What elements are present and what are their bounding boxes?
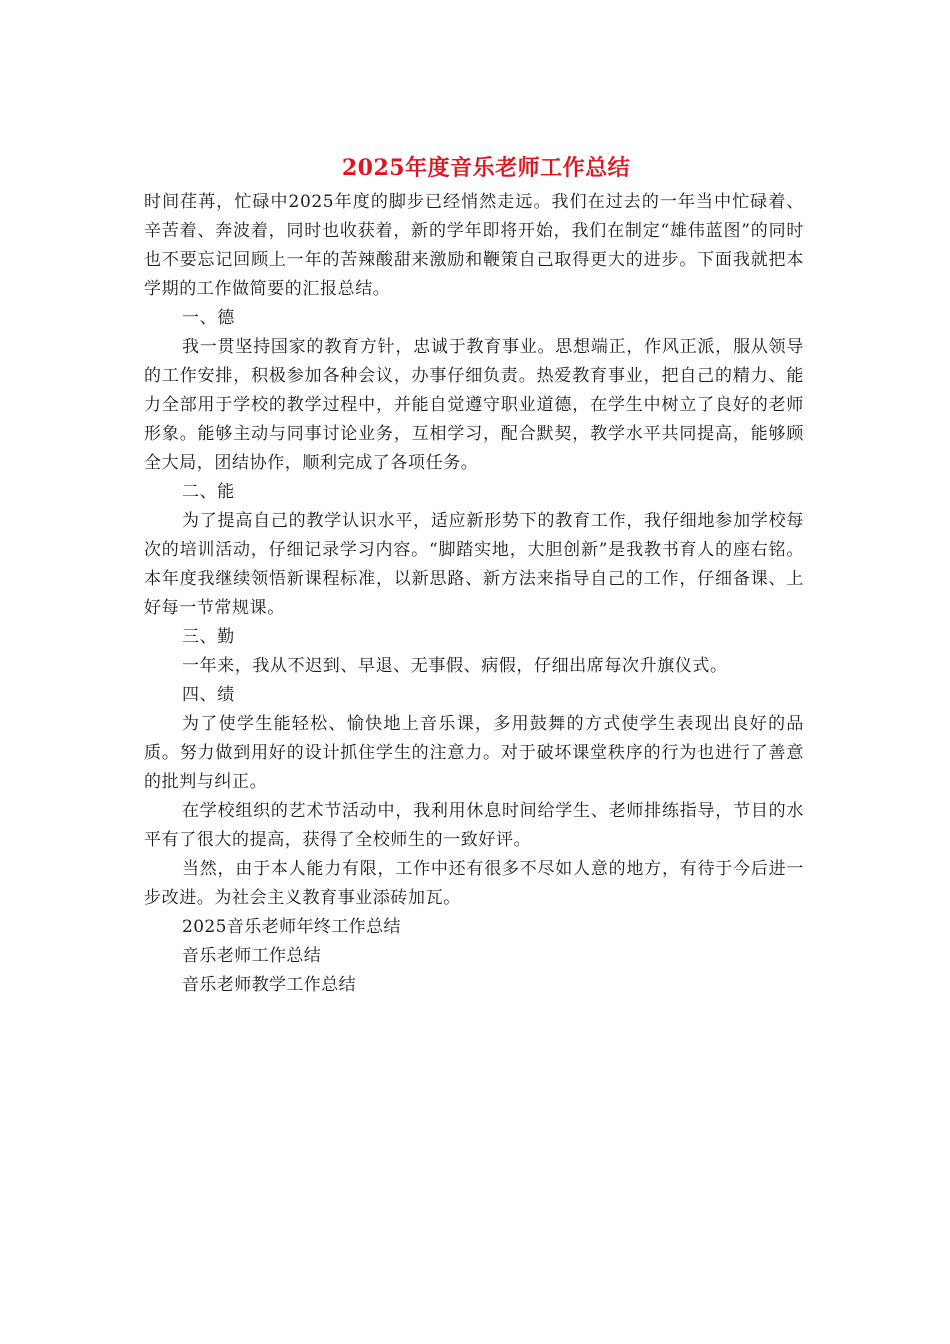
document-page [144, 148, 804, 1000]
related-link-2[interactable]: 音乐老师工作总结 [182, 946, 322, 966]
section-paragraph: 一年来，我从不迟到、早退、无事假、病假，仔细出席每次升旗仪式。 [182, 656, 728, 676]
section-paragraph: 在学校组织的艺术节活动中，我利用休息时间给学生、老师排练指导，节目的水平有了很大的提高，获得了全校师生的一致好评。 [144, 801, 804, 850]
section-ji [144, 681, 804, 913]
section-heading: 一、德 [182, 308, 235, 328]
section-de [144, 304, 804, 478]
related-link-3[interactable]: 音乐老师教学工作总结 [182, 975, 356, 995]
section-heading: 三、勤 [182, 627, 235, 647]
section-heading: 二、能 [182, 482, 235, 502]
section-heading: 四、绩 [182, 685, 235, 705]
section-paragraph: 我一贯坚持国家的教育方针，忠诚于教育事业。思想端正，作风正派，服从领导的工作安排，积极参加各种会议，办事仔细负责。热爱教育事业，把自己的精力、能力全部用于学校的教学过程中，并能自觉遵守职业道德，在学生中树立了良好的老师形象。能够主动与同事讨论业务，互相学习，配合默契，教学水平共同提高，能够顾全大局，团结协作，顺利完成了各项任务。 [144, 337, 804, 473]
section-neng [144, 478, 804, 623]
related-links [144, 913, 804, 1000]
section-paragraph: 为了使学生能轻松、愉快地上音乐课，多用鼓舞的方式使学生表现出良好的品质。努力做到用好的设计抓住学生的注意力。对于破坏课堂秩序的行为也进行了善意的批判与纠正。 [144, 714, 804, 792]
section-qin [144, 623, 804, 681]
document-title: 2025年度音乐老师工作总结 [341, 155, 631, 181]
intro-paragraph: 时间荏苒，忙碌中2025年度的脚步已经悄然走远。我们在过去的一年当中忙碌着、辛苦着、奔波着，同时也收获着，新的学年即将开始，我们在制定“雄伟蓝图”的同时也不要忘记回顾上一年的苦辣酸甜来激励和鞭策自己取得更大的进步。下面我就把本学期的工作做简要的汇报总结。 [144, 192, 804, 299]
section-paragraph: 为了提高自己的教学认识水平，适应新形势下的教育工作，我仔细地参加学校每次的培训活动，仔细记录学习内容。“脚踏实地，大胆创新”是我教书育人的座右铭。本年度我继续领悟新课程标准，以新思路、新方法来指导自己的工作，仔细备课、上好每一节常规课。 [144, 511, 804, 618]
section-paragraph: 当然，由于本人能力有限，工作中还有很多不尽如人意的地方，有待于今后进一步改进。为社会主义教育事业添砖加瓦。 [144, 859, 804, 908]
related-link-1[interactable]: 2025音乐老师年终工作总结 [182, 917, 401, 937]
